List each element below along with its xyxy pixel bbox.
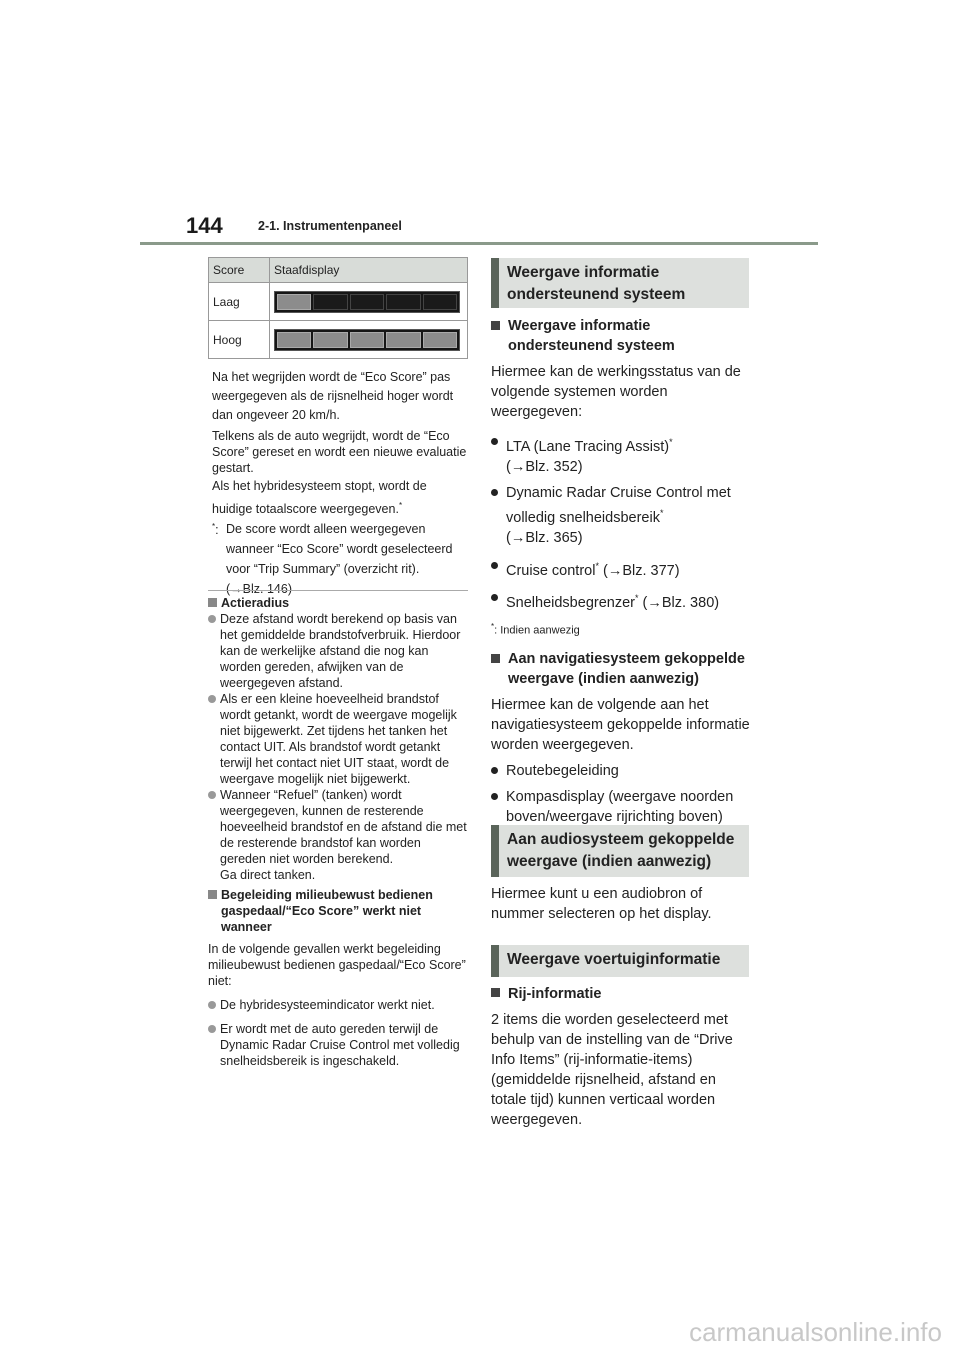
paragraph-eco-reset: Telkens als de auto wegrijdt, wordt de “Eco Score” gereset en wordt een nieuwe evaluatie gestart.: [212, 429, 467, 475]
heading-vehicle-info: Weergave voertuiginformatie: [491, 945, 749, 977]
support-section: Weergave informatie ondersteunend systeem Hiermee kan de werkingsstatus van de volgende systemen worden weergegeven: LTA (Lane Tracing Assist)* (→Blz. 352) Dynamic Radar Cruise Control met volledig snelheidsbereik* (→Blz. 365) Cruise control* (→Blz. 377) Snelheidsbegrenzer* (→Blz. 380) *: Indien aanwezig Aan navigatiesysteem gekoppelde weergave (indien aanwezig) Hiermee kan de volgende aan het navigatiesysteem gekoppelde informatie worden weergegeven. Routebegeleiding Kompasdisplay (weergave noorden boven/weergave rijrichting boven): [491, 316, 753, 827]
begeleiding-intro: In de volgende gevallen werkt begeleiding milieubewust bedienen gaspedaal/“Eco Score” niet:: [208, 942, 466, 988]
actieradius-item: Deze afstand wordt berekend op basis van het gemiddelde brandstofverbruik. Hierdoor kan de werkelijke afstand die nog kan worden gereden, afwijken van de weergegeven afstand.: [220, 612, 461, 690]
bar-segment-lit: [277, 294, 311, 310]
heading-support-info: Weergave informatie ondersteunend systeem: [491, 258, 749, 308]
actieradius-title: Actieradius: [221, 596, 290, 610]
bar-segment-lit: [350, 332, 384, 348]
footnote-eco-score: De score wordt alleen weergegeven wanneer “Eco Score” wordt geselecteerd voor “Trip Summary” (overzicht rit).: [226, 522, 453, 577]
score-row-low: [209, 283, 468, 321]
actieradius-item: Als er een kleine hoeveelheid brandstof wordt getankt, wordt de weergave mogelijk niet bijgewerkt. Zet tijdens het tanken het contact UIT. Als brandstof wordt getankt terwijl het contact niet UIT staat, wordt de weergave mogelijk niet bijgewerkt.: [220, 692, 457, 786]
bullet-icon: [208, 695, 216, 703]
begeleiding-item: Er wordt met de auto gereden terwijl de Dynamic Radar Cruise Control met volledig snelheidsbereik is ingeschakeld.: [220, 1022, 460, 1068]
square-bullet-icon: [491, 654, 500, 663]
score-label-high: Hoog: [209, 321, 270, 359]
navigation-item: Routebegeleiding: [506, 762, 619, 779]
square-bullet-icon: [491, 321, 500, 330]
square-bullet-icon: [208, 890, 217, 899]
support-item-ref[interactable]: (→Blz. 365): [506, 529, 583, 546]
drive-info-title: Rij-informatie: [508, 986, 602, 1002]
bar-segment-lit: [313, 332, 347, 348]
bullet-icon: [208, 791, 216, 799]
bullet-icon: [208, 615, 216, 623]
score-header: Score: [209, 258, 270, 283]
score-table-header: [209, 258, 468, 283]
square-bullet-icon: [208, 598, 217, 607]
bar-segment-unlit: [423, 294, 457, 310]
support-intro: Hiermee kan de werkingsstatus van de volgende systemen worden weergegeven:: [491, 364, 741, 420]
support-item: LTA (Lane Tracing Assist): [506, 438, 670, 455]
bullet-icon: [208, 1025, 216, 1033]
actieradius-tail: Ga direct tanken.: [220, 868, 316, 882]
begeleiding-title: Begeleiding milieubewust bedienen gaspedaal/“Eco Score” werkt niet wanneer: [221, 888, 433, 934]
support-item: Cruise control: [506, 562, 596, 579]
bullet-icon: [491, 767, 498, 774]
bar-segment-lit: [277, 332, 311, 348]
bullet-icon: [491, 438, 498, 445]
bar-display-header: Staafdisplay: [270, 258, 468, 283]
heading-audio-display: Aan audiosysteem gekoppelde weergave (indien aanwezig): [491, 825, 749, 877]
watermark: carmanualsonline.info: [689, 1317, 942, 1347]
support-item-ref[interactable]: (→Blz. 380): [642, 595, 720, 612]
audio-text: Hiermee kunt u een audiobron of nummer selecteren op het display.: [491, 886, 712, 922]
bullet-icon: [491, 562, 498, 569]
navigation-intro: Hiermee kan de volgende aan het navigatiesysteem gekoppelde informatie worden weergegeven.: [491, 696, 750, 753]
score-label-low: Laag: [209, 283, 270, 321]
paragraph-eco-start: Na het wegrijden wordt de “Eco Score” pas weergegeven als de rijsnelheid hoger wordt dan ongeveer 20 km/h.: [212, 370, 454, 422]
bar-segment-unlit: [386, 294, 420, 310]
paragraph-total-score: Als het hybridesysteem stopt, wordt de huidige totaalscore weergegeven.: [212, 479, 427, 517]
support-footnote: Indien aanwezig: [500, 624, 580, 637]
support-item: Snelheidsbegrenzer: [506, 595, 635, 612]
actieradius-section: [208, 595, 468, 1069]
begeleiding-item: De hybridesysteemindicator werkt niet.: [220, 998, 435, 1012]
bar-segment-unlit: [350, 294, 384, 310]
square-bullet-icon: [491, 988, 500, 997]
bar-display-high: [274, 329, 460, 351]
navigation-title: Aan navigatiesysteem gekoppelde weergave (indien aanwezig): [508, 650, 745, 687]
navigation-item: Kompasdisplay (weergave noorden boven/weergave rijrichting boven): [506, 788, 734, 825]
bar-display-low: [274, 291, 460, 313]
section-title: 2-1. Instrumentenpaneel: [258, 219, 402, 233]
drive-info-text: 2 items die worden geselecteerd met behulp van de instelling van de “Drive Info Items” (rij-informatie-items) (gemiddelde rijsnelheid, afstand en totale tijd) kunnen verticaal worden weergegeven.: [491, 1012, 733, 1128]
drive-info-section: [491, 984, 753, 1130]
actieradius-item: Wanneer “Refuel” (tanken) wordt weergegeven, kunnen de resterende hoeveelheid brandstof en de afstand die met de resterende brandstof kan worden gereden niet worden berekend.: [220, 788, 467, 866]
bar-segment-lit: [386, 332, 420, 348]
support-item: Dynamic Radar Cruise Control met volledig snelheidsbereik: [506, 484, 731, 526]
support-item-ref[interactable]: (→Blz. 352): [506, 458, 583, 475]
header-rule: [140, 242, 818, 245]
divider: [208, 590, 468, 591]
score-row-high: [209, 321, 468, 359]
eco-score-paragraphs: Na het wegrijden wordt de “Eco Score” pas weergegeven als de rijsnelheid hoger wordt dan ongeveer 20 km/h. Telkens als de auto wegrijdt, wordt de “Eco Score” gereset en wordt een nieuwe evaluatie gestart. Als het hybridesysteem stopt, wordt de huidige totaalscore weergegeven.* *: De score wordt alleen weergegeven wanneer “Eco Score” wordt geselecteerd voor “Trip Summary” (overzicht rit).: [212, 368, 467, 599]
bullet-icon: [491, 594, 498, 601]
bullet-icon: [491, 793, 498, 800]
score-table: [208, 257, 468, 359]
bullet-icon: [208, 1001, 216, 1009]
bullet-icon: [491, 489, 498, 496]
page-number: 144: [186, 213, 223, 238]
bar-segment-lit: [423, 332, 457, 348]
support-title: Weergave informatie ondersteunend systeem: [508, 318, 675, 354]
support-item-ref[interactable]: (→Blz. 377): [603, 562, 680, 579]
bar-segment-unlit: [313, 294, 347, 310]
